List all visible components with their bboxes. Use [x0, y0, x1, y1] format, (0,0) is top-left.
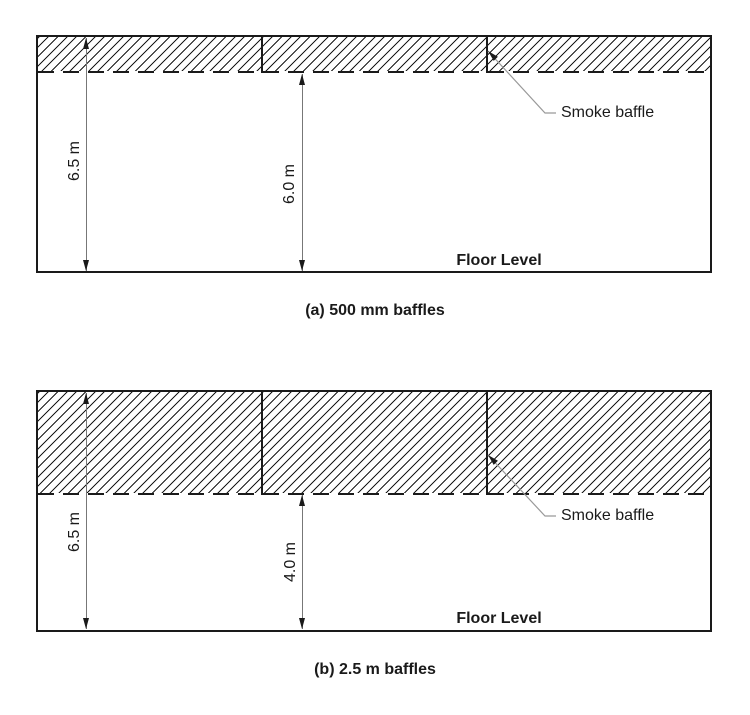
- diagram-a-dim-label-middle: 6.0 m: [281, 163, 298, 205]
- arrowhead-down-icon: [299, 618, 305, 629]
- diagram-b-ceiling-hatch: [38, 392, 710, 493]
- diagram-b-floor-level-label: Floor Level: [456, 610, 542, 627]
- arrowhead-down-icon: [83, 260, 89, 271]
- diagram-a-dim-line-middle: [302, 74, 303, 271]
- arrowhead-up-icon: [83, 393, 89, 404]
- arrowhead-up-icon: [299, 74, 305, 85]
- diagram-b-baffle-1: [261, 392, 263, 495]
- diagram-a-section-box: [36, 35, 712, 273]
- diagram-b-dim-line-left: [86, 393, 87, 629]
- diagram-b-ceiling-dashed-line: [38, 493, 710, 495]
- diagram-b-dim-line-middle: [302, 495, 303, 629]
- diagram-a-ceiling-dashed-line: [38, 71, 710, 73]
- diagram-a-floor-level-label: Floor Level: [456, 252, 542, 269]
- arrowhead-up-icon: [83, 38, 89, 49]
- diagram-a-ceiling-hatch: [38, 37, 710, 71]
- arrowhead-up-icon: [299, 495, 305, 506]
- diagram-a-caption: (a) 500 mm baffles: [305, 302, 445, 319]
- diagram-a-dim-line-left: [86, 38, 87, 271]
- diagram-a-baffle-1: [261, 37, 263, 73]
- arrowhead-down-icon: [299, 260, 305, 271]
- diagram-b-caption: (b) 2.5 m baffles: [314, 661, 436, 678]
- diagram-b-baffle-2: [486, 392, 488, 495]
- diagram-b-dim-label-middle: 4.0 m: [282, 541, 299, 583]
- diagram-a-dim-label-left: 6.5 m: [66, 140, 83, 182]
- arrowhead-down-icon: [83, 618, 89, 629]
- diagram-b-dim-label-left: 6.5 m: [66, 511, 83, 553]
- diagram-a-baffle-2: [486, 37, 488, 73]
- diagram-b-smoke-baffle-label: Smoke baffle: [561, 507, 655, 524]
- diagram-a-smoke-baffle-label: Smoke baffle: [561, 104, 655, 121]
- diagram-b-section-box: [36, 390, 712, 632]
